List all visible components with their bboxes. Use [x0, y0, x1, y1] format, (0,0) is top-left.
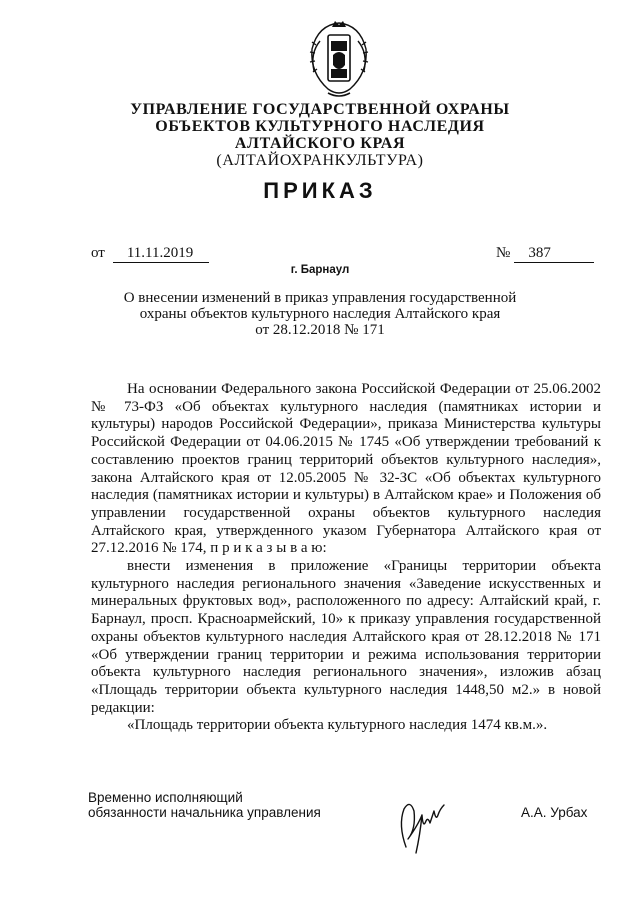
- coat-of-arms-icon: [298, 15, 380, 101]
- body-paragraph: «Площадь территории объекта культурного наследия 1474 кв.м.».: [127, 717, 548, 734]
- subject-line: от 28.12.2018 № 171: [255, 322, 385, 338]
- subject-line: охраны объектов культурного наследия Алтайского края: [139, 306, 501, 322]
- order-body: [91, 381, 601, 735]
- signatory-name: А.А. Урбах: [521, 805, 588, 820]
- document-title: ПРИКАЗ: [263, 178, 377, 203]
- number-row: [496, 245, 594, 263]
- header-abbreviation: (АЛТАЙОХРАНКУЛЬТУРА): [216, 152, 424, 169]
- order-subject: [110, 290, 530, 338]
- number-value: 387: [514, 245, 594, 263]
- signatory-position-line: обязанности начальника управления: [88, 805, 321, 820]
- signatory-position-line: Временно исполняющий: [88, 790, 243, 805]
- city: г. Барнаул: [290, 264, 350, 276]
- header-line: АЛТАЙСКОГО КРАЯ: [234, 135, 406, 152]
- issuer-header: [0, 101, 640, 169]
- handwritten-signature: [392, 795, 454, 855]
- subject-line: О внесении изменений в приказ управления государственной: [123, 290, 517, 306]
- signatory-position: [88, 790, 321, 820]
- date-value: 11.11.2019: [113, 245, 209, 263]
- date-row: [91, 245, 209, 263]
- body-paragraph: внести изменения в приложение «Границы территории объекта культурного наследия регионального значения «Заведение искусственных и минеральных фруктовых вод», расположенного по адресу: Алтайский край, г. Барнаул, просп. Красноармейский, 10» к приказу управления государственной охраны объектов культурного наследия Алтайского края от 28.12.2018 № 171 «Об утверждении границ территории и режима использования территории объекта культурного наследия регионального значения», изложив абзац «Площадь территории объекта культурного наследия 1448,50 м2.» в новой редакции:: [91, 558, 601, 716]
- body-paragraph: На основании Федерального закона Российской Федерации от 25.06.2002 № 73-ФЗ «Об объектах культурного наследия (памятниках истории и культуры) народов Российской Федерации», приказа Министерства культуры Российской Федерации от 04.06.2015 № 1745 «Об утверждении требований к составлению проектов границ территорий объектов культурного наследия», закона Алтайского края от 12.05.2005 № 32-ЗС «Об объектах культурного наследия (памятниках истории и культуры) в Алтайском крае» и Положения об управлении государственной охраны объектов культурного наследия Алтайского края, утвержденного указом Губернатора Алтайского края от 27.12.2016 № 174, п р и к а з ы в а ю:: [91, 381, 601, 557]
- number-label: №: [496, 245, 511, 261]
- header-line: УПРАВЛЕНИЕ ГОСУДАРСТВЕННОЙ ОХРАНЫ: [130, 101, 510, 118]
- date-label: от: [91, 245, 105, 261]
- header-line: ОБЪЕКТОВ КУЛЬТУРНОГО НАСЛЕДИЯ: [155, 118, 485, 135]
